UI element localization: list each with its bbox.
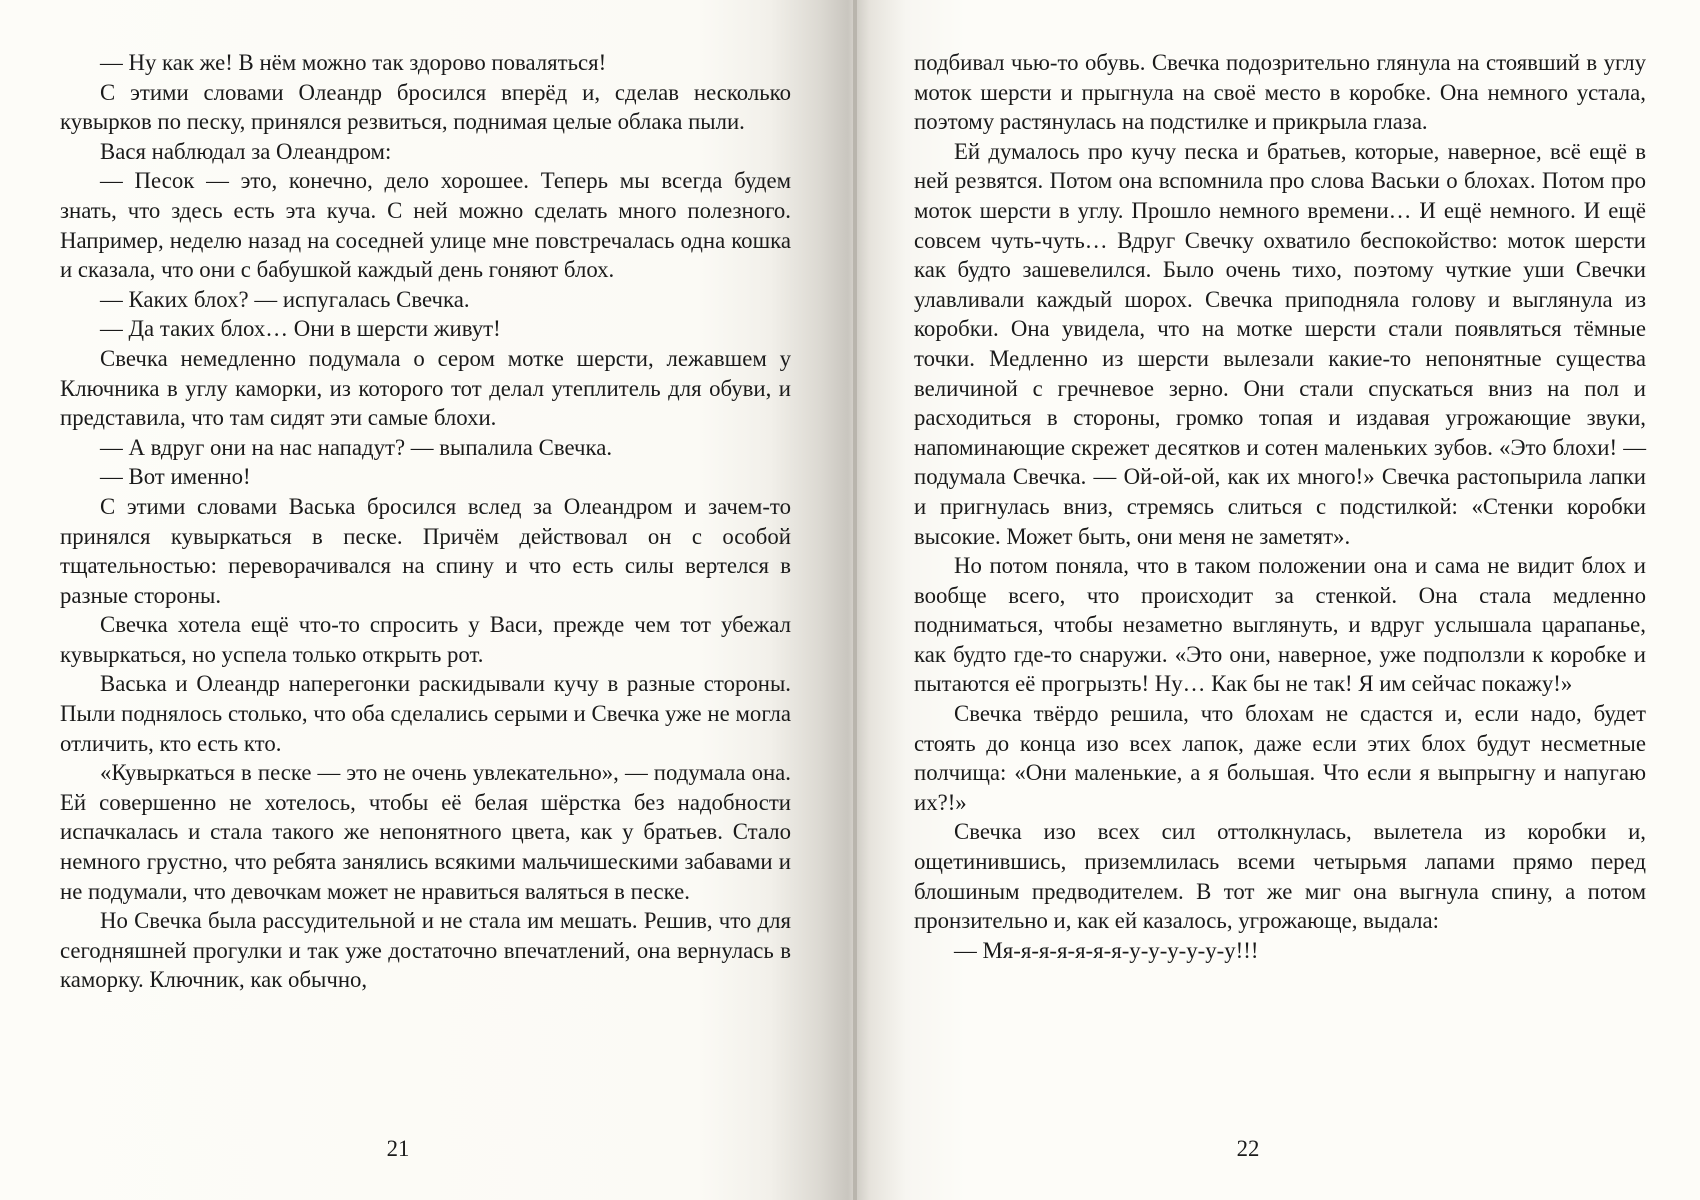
paragraph: С этими словами Олеандр бросился вперёд и, сделав несколько кувырков по песку, принялся резвиться, поднимая целые облака пыли.	[60, 79, 791, 135]
paragraph: — Вот именно!	[100, 464, 251, 490]
paragraph: Свечка хотела ещё что-то спросить у Васи, прежде чем тот убежал кувыркаться, но успела только открыть рот.	[60, 612, 791, 667]
right-page	[856, 0, 1700, 1200]
left-page-text	[60, 48, 791, 995]
paragraph: — Да таких блох… Они в шерсти живут!	[100, 316, 501, 342]
page-number: 21	[386, 1136, 410, 1161]
paragraph: Свечка твёрдо решила, что блохам не сдастся и, если надо, будет стоять до конца изо всех лапок, даже если этих блох будут несметные полчища: «Они маленькие, а я большая. Что если я выпрыгну и напугаю их?!»	[914, 701, 1646, 815]
right-page-text	[914, 48, 1646, 965]
paragraph: — Ну как же! В нём можно так здорово поваляться!	[100, 50, 607, 75]
paragraph: Ей думалось про кучу песка и братьев, которые, наверное, всё ещё в ней резвятся. Потом она вспомнила про слова Васьки о блохах. Потом про моток шерсти в углу. Прошло немного времени… И ещё немного. И ещё совсем чуть-чуть… Вдруг Свечку охватило беспокойство: моток шерсти как будто зашевелился. Было очень тихо, поэтому чуткие уши Свечки улавливали каждый шорох. Свечка приподняла голову и выглянула из коробки. Она увидела, что на мотке шерсти стали появляться тёмные точки. Медленно из шерсти вылезали какие-то непонятные существа величиной с гречневое зерно. Они стали спускаться вниз на пол и расходиться в стороны, громко топая и издавая угрожающие звуки, напоминающие скрежет десятков и сотен маленьких зубов. «Это блохи! — подумала Свечка. — Ой-ой-ой, как их много!» Свечка растопырила лапки и пригнулась вниз, стремясь слиться с подстилкой: «Стенки коробки высокие. Может быть, они меня не заметят».	[914, 138, 1646, 549]
paragraph: Но Свечка была рассудительной и не стала им мешать. Решив, что для сегодняшней прогулки и так уже достаточно впечатлений, она вернулась в каморку. Ключник, как обычно,	[60, 908, 791, 993]
paragraph: «Кувыркаться в песке — это не очень увлекательно», — подумала она. Ей совершенно не хотелось, чтобы её белая шёрстка без надобности испачкалась и стала такого же непонятного цвета, как у братьев. Стало немного грустно, что ребята занялись всякими мальчишескими забавами и не подумали, что девочкам может не нравиться валяться в песке.	[60, 760, 791, 904]
paragraph: Свечка изо всех сил оттолкнулась, вылетела из коробки и, ощетинившись, приземлилась всеми четырьмя лапами прямо перед блошиным предводителем. В тот же миг она выгнула спину, а потом пронзительно и, как ей казалось, угрожающе, выдала:	[914, 819, 1646, 934]
paragraph: — Каких блох? — испугалась Свечка.	[100, 286, 470, 312]
paragraph: С этими словами Васька бросился вслед за Олеандром и зачем-то принялся кувыркаться в песке. Причём действовал он с особой тщательностью: переворачивался на спину и что есть силы вертелся в разные стороны.	[60, 493, 791, 608]
page-number: 22	[1236, 1136, 1260, 1161]
paragraph: подбивал чью-то обувь. Свечка подозрительно глянула на стоявший в углу моток шерсти и прыгнула на своё место в коробке. Она немного устала, поэтому растянулась на подстилке и прикрыла глаза.	[914, 50, 1646, 135]
paragraph: Свечка немедленно подумала о сером мотке шерсти, лежавшем у Ключника в углу каморки, из которого тот делал утеплитель для обуви, и представила, что там сидят эти самые блохи.	[60, 345, 791, 431]
paragraph: Васька и Олеандр наперегонки раскидывали кучу в разные стороны. Пыли поднялось столько, что оба сделались серыми и Свечка уже не могла отличить, кто есть кто.	[60, 671, 791, 756]
paragraph: — Мя-я-я-я-я-я-я-у-у-у-у-у-у!!!	[954, 937, 1259, 963]
paragraph: Но потом поняла, что в таком положении она и сама не видит блох и вообще всего, что происходит за стенкой. Она стала медленно подниматься, чтобы незаметно выглянуть, и вдруг услышала царапанье, как будто где-то снаружи. «Это они, наверное, уже подползли к коробке и пытаются её прогрызть! Ну… Как бы не так! Я им сейчас покажу!»	[914, 553, 1646, 697]
book-gutter	[853, 0, 857, 1200]
paragraph: Вася наблюдал за Олеандром:	[100, 138, 392, 164]
paragraph: — А вдруг они на нас нападут? — выпалила Свечка.	[100, 434, 613, 460]
paragraph: — Песок — это, конечно, дело хорошее. Теперь мы всегда будем знать, что здесь есть эта куча. С ней можно сделать много полезного. Например, неделю назад на соседней улице мне повстречалась одна кошка и сказала, что они с бабушкой каждый день гоняют блох.	[60, 168, 791, 283]
